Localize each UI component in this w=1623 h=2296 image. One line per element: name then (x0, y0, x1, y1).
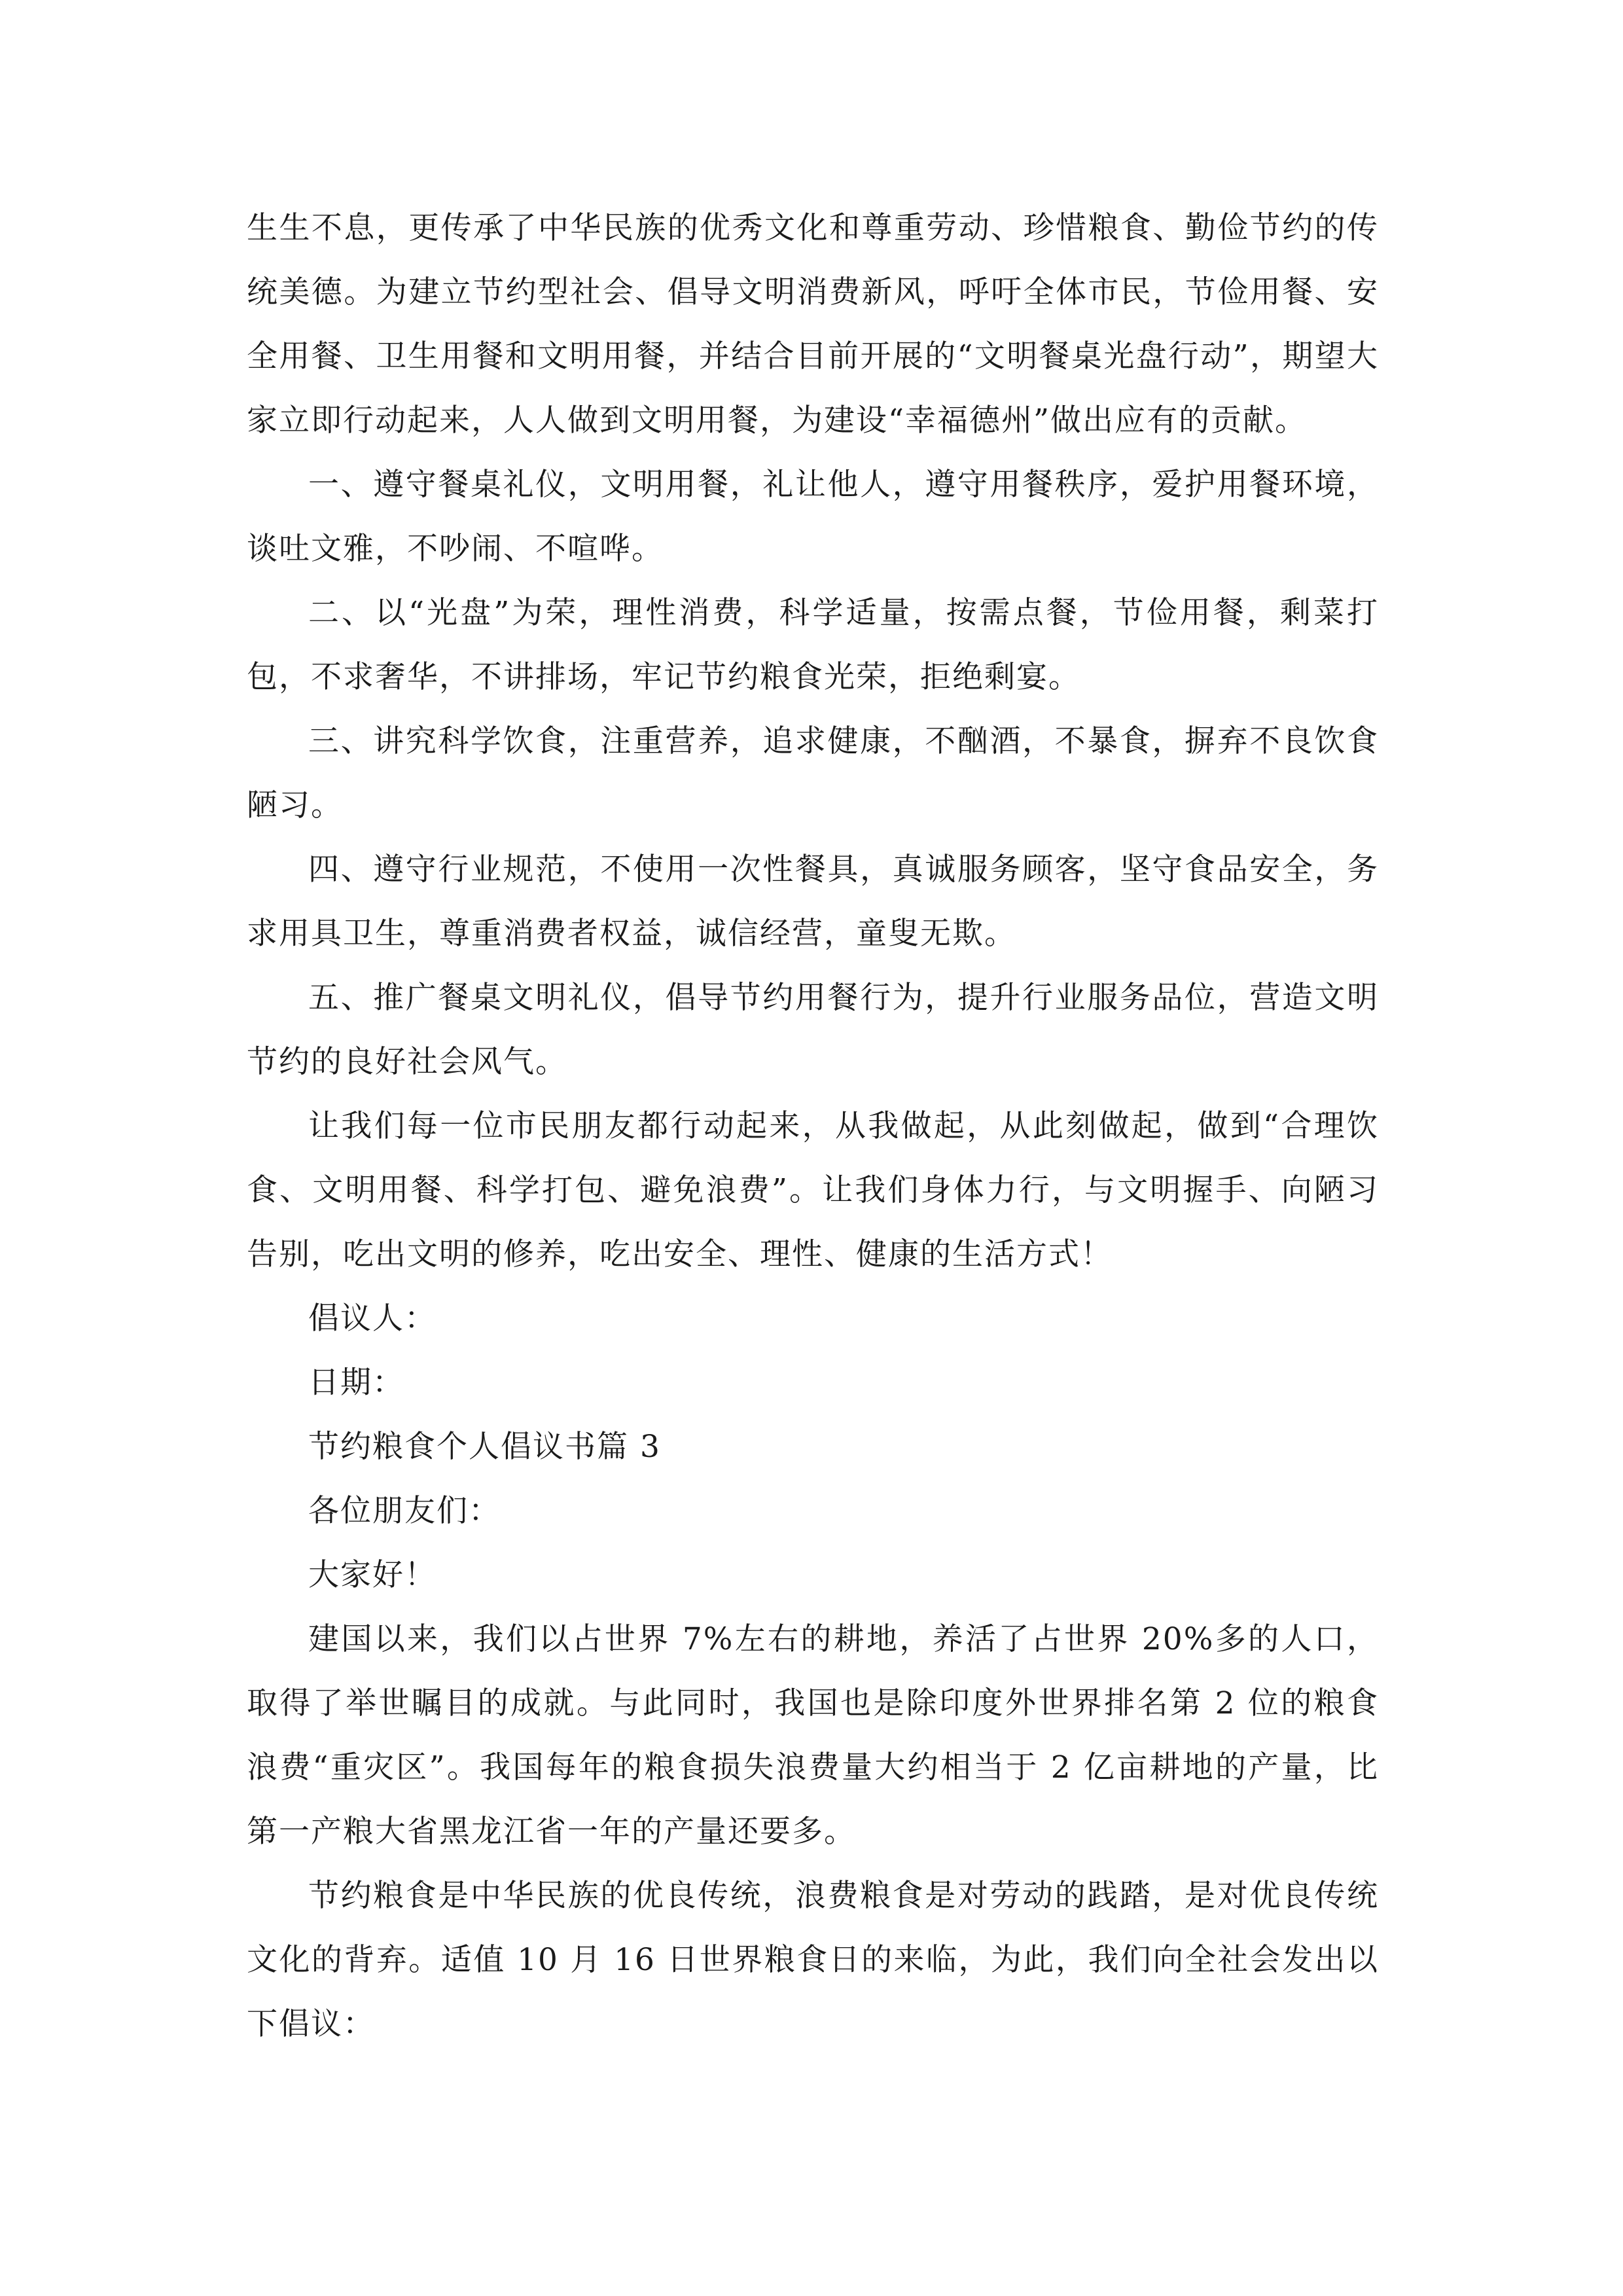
intro-continuation-paragraph: 生生不息，更传承了中华民族的优秀文化和尊重劳动、珍惜粮食、勤俭节约的传统美德。为建立节约型社会、倡导文明消费新风，呼吁全体市民，节俭用餐、安全用餐、卫生用餐和文明用餐，并结合目前开展的“文明餐桌光盘行动”，期望大家立即行动起来，人人做到文明用餐，为建设“幸福德州”做出应有的贡献。 (247, 210, 1379, 439)
section-heading: 节约粮食个人倡议书篇 3 (308, 1429, 661, 1465)
proposer-label: 倡议人： (308, 1300, 437, 1336)
proposal-item-1: 一、遵守餐桌礼仪，文明用餐，礼让他人，遵守用餐秩序，爱护用餐环境，谈吐文雅，不吵闹、不喧哗。 (247, 467, 1379, 567)
proposal-item-4: 四、遵守行业规范，不使用一次性餐具，真诚服务顾客，坚守食品安全，务求用具卫生，尊重消费者权益，诚信经营，童叟无欺。 (247, 852, 1379, 952)
salutation: 各位朋友们： (308, 1493, 501, 1529)
greeting: 大家好！ (308, 1557, 437, 1593)
call-to-action-paragraph: 让我们每一位市民朋友都行动起来，从我做起，从此刻做起，做到“合理饮食、文明用餐、科学打包、避免浪费”。让我们身体力行，与文明握手、向陋习告别，吃出文明的修养，吃出安全、理性、健康的生活方式！ (247, 1108, 1379, 1272)
proposal-item-3: 三、讲究科学饮食，注重营养，追求健康，不酗酒，不暴食，摒弃不良饮食陋习。 (247, 723, 1379, 823)
proposal-item-5: 五、推广餐桌文明礼仪，倡导节约用餐行为，提升行业服务品位，营造文明节约的良好社会风气。 (247, 980, 1379, 1080)
body-paragraph-proposal-intro: 节约粮食是中华民族的优良传统，浪费粮食是对劳动的践踏，是对优良传统文化的背弃。适值 10 月 16 日世界粮食日的来临，为此，我们向全社会发出以下倡议： (247, 1878, 1379, 2042)
proposal-item-2: 二、以“光盘”为荣，理性消费，科学适量，按需点餐，节俭用餐，剩菜打包，不求奢华，不讲排场，牢记节约粮食光荣，拒绝剩宴。 (247, 595, 1379, 695)
date-label: 日期： (308, 1365, 404, 1401)
body-paragraph-statistics: 建国以来，我们以占世界 7%左右的耕地，养活了占世界 20%多的人口，取得了举世瞩目的成就。与此同时，我国也是除印度外世界排名第 2 位的粮食浪费“重灾区”。我国每年的粮食损失浪费量大约相当于 2 亿亩耕地的产量，比第一产粮大省黑龙江省一年的产量还要多。 (247, 1621, 1379, 1850)
document-page (247, 196, 1379, 2056)
